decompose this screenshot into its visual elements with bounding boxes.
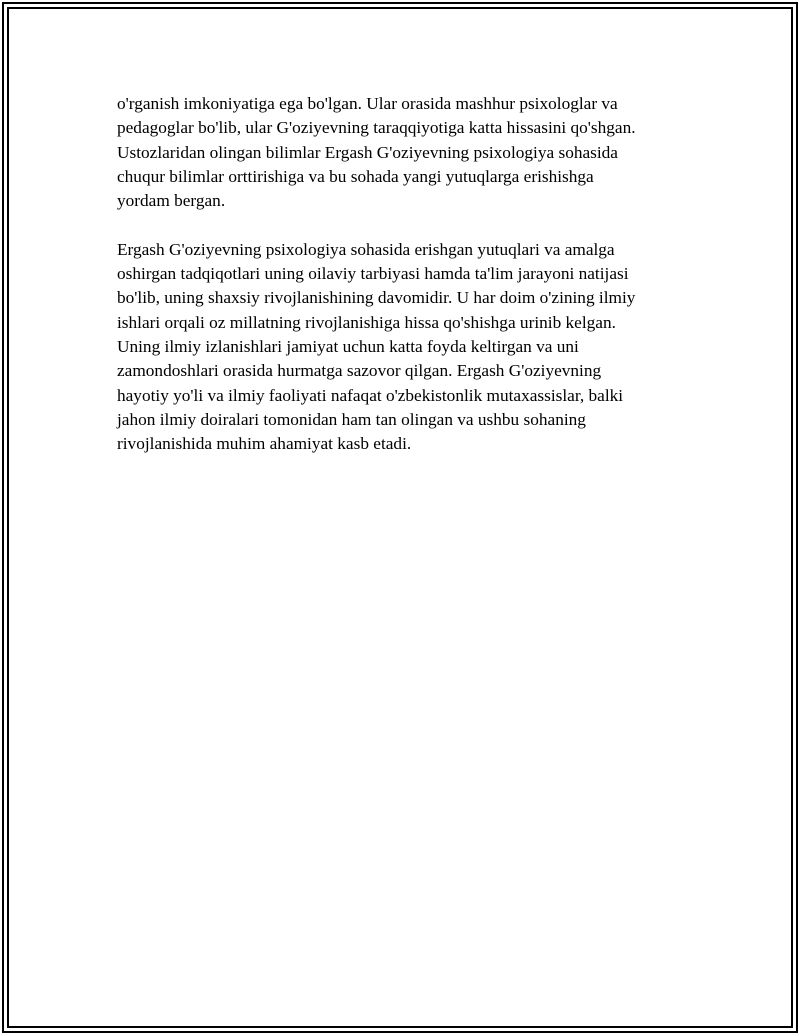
text-line: oshirgan tadqiqotlari uning oilaviy tarbiyasi hamda ta'lim jarayoni natijasi (117, 264, 629, 284)
text-line: o'rganish imkoniyatiga ega bo'lgan. Ular orasida mashhur psixologlar va (117, 94, 618, 113)
text-line: Ustozlaridan olingan bilimlar Ergash G'oziyevning psixologiya sohasida (117, 142, 618, 162)
text-line: zamondoshlari orasida hurmatga sazovor qilgan. Ergash G'oziyevning (117, 361, 602, 381)
text-line: Ergash G'oziyevning psixologiya sohasida erishgan yutuqlari va amalga (117, 239, 615, 259)
text-line: Uning ilmiy izlanishlari jamiyat uchun katta foyda keltirgan va uni (117, 336, 579, 356)
paragraph-1 (117, 92, 677, 213)
text-line: hayotiy yo'li va ilmiy faoliyati nafaqat o'zbekistonlik mutaxassislar, balki (117, 385, 624, 405)
document-body (117, 92, 677, 481)
text-line: ishlari orqali oz millatning rivojlanishiga hissa qo'shishga urinib kelgan. (117, 312, 616, 332)
text-line: chuqur bilimlar orttirishiga va bu sohada yangi yutuqlarga erishishga (117, 166, 594, 186)
text-line: jahon ilmiy doiralari tomonidan ham tan olingan va ushbu sohaning (117, 409, 586, 429)
text-line: rivojlanishida muhim ahamiyat kasb etadi. (117, 434, 412, 454)
text-line: bo'lib, uning shaxsiy rivojlanishining davomidir. U har doim o'zining ilmiy (117, 288, 636, 308)
paragraph-2 (117, 238, 677, 457)
text-line: yordam bergan. (117, 191, 226, 211)
text-line: pedagoglar bo'lib, ular G'oziyevning taraqqiyotiga katta hissasini qo'shgan. (117, 118, 636, 138)
